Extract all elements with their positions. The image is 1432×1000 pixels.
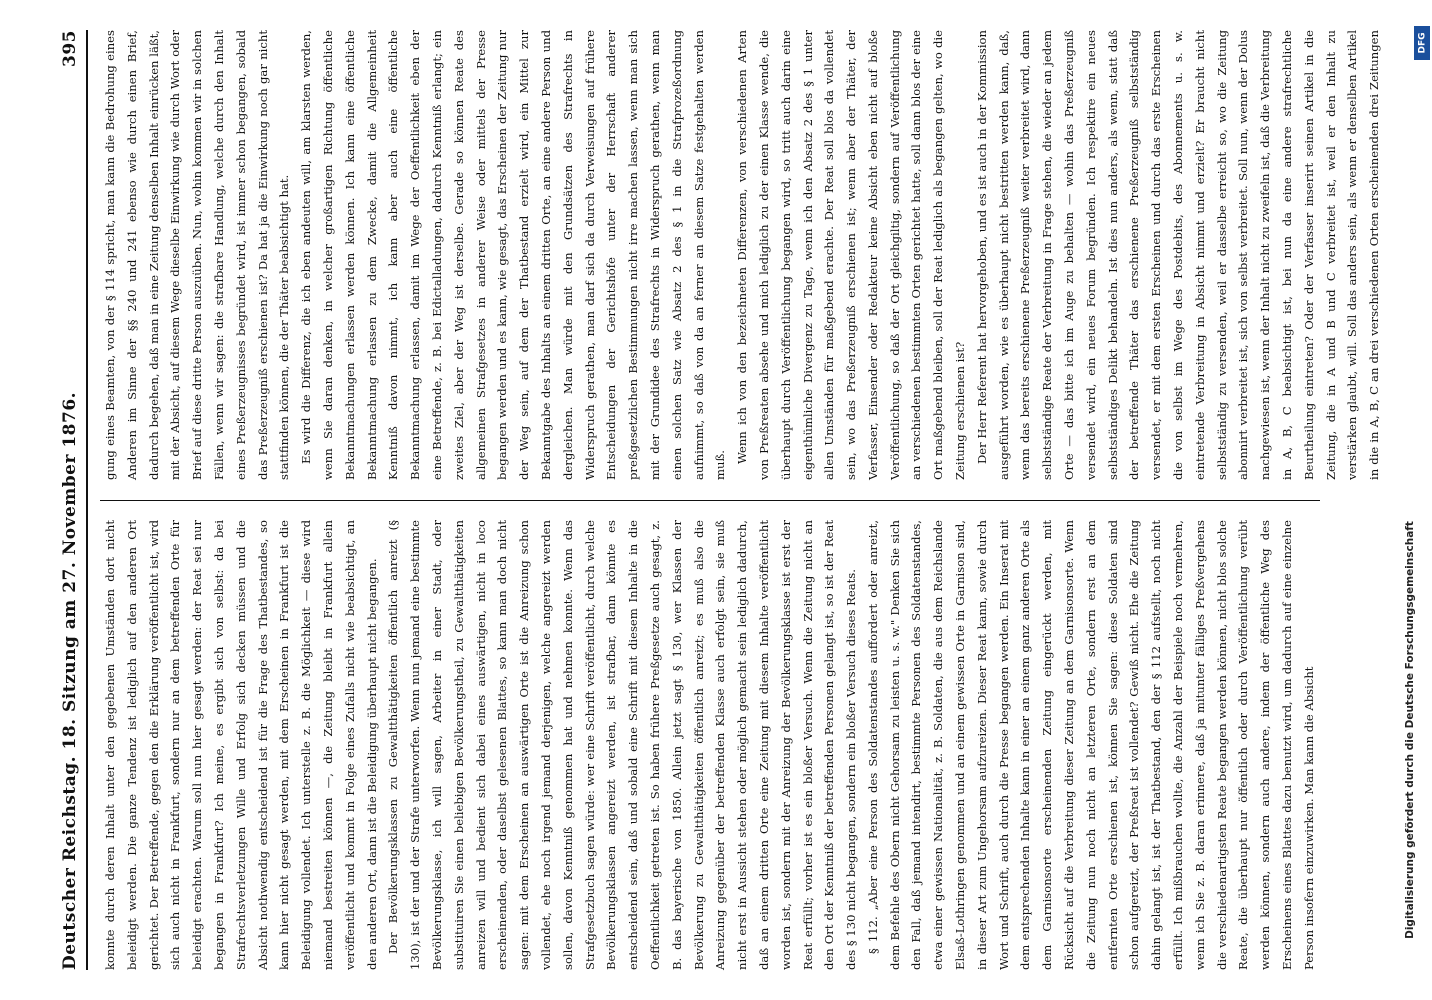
- page-number: 395: [60, 30, 80, 67]
- paragraph: § 112. „Aber eine Person des Soldatenstandes auffordert oder anreizt, dem Befehle des Obern nicht Gehorsam zu leisten u. s. w." Denken Sie sich den Fall, daß jemand intendirt, bestimmte Personen des Soldatenstandes, etwa einer gewissen Nationalität, z. B. Soldaten, die aus dem Reichslande Elsaß-Lothringen genommen und an einem gewissen Orte in Garnison sind, in dieser Art zum Ungehorsam aufzureizen. Dieser Reat kann, sowie durch Wort und Schrift, auch durch die Presse begangen werden. Ein Inserat mit dem entsprechenden Inhalte kann in einer an einem ganz anderen Orte als dem Garnisonsorte erscheinenden Zeitung eingerückt werden, mit Rücksicht auf die Verbreitung dieser Zeitung an dem Garnisonsorte. Wenn die Zeitung nun noch nicht an letzteren Orte, sondern erst an dem entfernten Orte erschienen ist, können Sie sagen: diese Soldaten sind schon aufgereizt, der Preßreat ist vollendet? Gewiß nicht. Ehe die Zeitung dahin gelangt ist, ist der Thatbestand, den der § 112 aufstellt, noch nicht erfüllt. Ich mißbrauchen wollte, die Anzahl der Beispiele noch vermehren, wenn ich Sie z. B. daran erinnere, daß ja mitunter fälliges Preßvergehens die verschiedenartigsten Reate begangen werden können, nicht blos solche Reate, die überhaupt nur öffentlich oder durch Veröffentlichung verübt werden können, sondern auch andere, indem der öffentliche Weg des Erscheinens eines Blattes dazu benutzt wird, um dadurch auf eine einzelne Person insofern einzuwirken. Man kann die Absicht: [865, 520, 1316, 970]
- left-column: [100, 520, 1320, 970]
- dfg-logo-text: DFG: [1417, 32, 1428, 54]
- paragraph: konnte durch deren Inhalt unter den gegebenen Umständen dort nicht beleidigt werden. Die ganze Tendenz ist lediglich auf den anderen Ort gerichtet. Der Betreffende, gegen den die Erklärung veröffentlicht ist, wird sich auch nicht in Frankfurt, sondern nur an dem betreffenden Orte für beleidigt erachten. Warum soll nun hier gesagt werden: der Reat sei nur begangen in Frankfurt? Ich meine, es ergibt sich von selbst: da bei Strafrechtsverletzungen Wille und Erfolg sich decken müssen und die Absicht nothwendig entscheidend ist für die Frage des Thatbestandes, so kann hier nicht gesagt werden, mit dem Erscheinen in Frankfurt ist die Beleidigung vollendet. Ich unterstelle z. B. die Möglichkeit — diese wird niemand bestreiten können —, die Zeitung bleibt in Frankfurt allein veröffentlicht und kommt in Folge eines Zufalls nicht wie beabsichtigt, an den anderen Ort, dann ist die Beleidigung überhaupt nicht begangen.: [103, 520, 379, 970]
- paragraph: gung eines Beamten, von der § 114 spricht, man kann die Bedrohung eines Anderen im Sinne der §§ 240 und 241 ebenso wie durch einen Brief, dadurch begehen, daß man in eine Zeitung denselben Inhalt einrücken läßt, mit der Absicht, auf diesem Wege dieselbe Einwirkung wie durch Wort oder Brief auf diese dritte Person auszuüben. Nun, wohin kommen wir in solchen Fällen, wenn wir sagen: die strafbare Handlung, welche durch den Inhalt eines Preßerzeugnisses begründet wird, ist immer schon begangen, sobald das Preßerzeugniß erschienen ist? Da hat ja die Einwirkung noch gar nicht stattfinden können, die der Thäter beabsichtigt hat.: [103, 30, 292, 480]
- digitization-note-text: Digitalisierung gefördert durch die Deutsche Forschungsgemeinschaft: [1404, 521, 1417, 939]
- dfg-logo: [1414, 26, 1430, 60]
- rotated-newspaper-page: [22, 0, 1382, 1000]
- header-rule: [86, 30, 88, 970]
- paragraph: Der Bevölkerungsklassen zu Gewaltthätigkeiten öffentlich anreizt (§ 130), ist der und der Strafe unterworfen. Wenn nun jemand eine bestimmte Bevölkerungsklasse, ich will sagen, Arbeiter in einer Stadt, oder substituiren Sie einen beliebigen Bevölkerungstheil, zu Gewaltthätigkeiten anreizen will und bedient sich dabei eines auswärtigen, nicht in loco erscheinenden, oder daselbst gelesenen Blattes, so kann man doch nicht sagen: mit dem Erscheinen an auswärtigen Orte ist die Anreizung schon vollendet, ehe noch irgend jemand derjenigen, welche angereizt werden sollen, davon Kenntniß genommen hat und nehmen konnte. Wenn das Strafgesetzbuch sagen würde: wer eine Schrift veröffentlicht, durch welche Bevölkerungsklassen angereizt werden, ist strafbar, dann könnte es entscheidend sein, daß und sobald eine Schrift mit diesem Inhalte in die Oeffentlichkeit getreten ist. So haben frühere Preßgesetze auch gesagt, z. B. das bayerische von 1850. Allein jetzt sagt § 130, wer Klassen der Bevölkerung zu Gewaltthätigkeiten öffentlich anreizt; es muß also die Anreizung gegenüber der betreffenden Klasse auch erfolgt sein, sie muß nicht erst in Aussicht stehen oder möglich gemacht sein lediglich dadurch, daß an einem dritten Orte eine Zeitung mit diesem Inhalte veröffentlicht worden ist, sondern mit der Anreizung der Bevölkerungsklasse ist erst der Reat erfüllt; vorher ist es ein bloßer Versuch. Wenn die Zeitung nicht an den Ort der Kenntniß der betreffenden Personen gelangt ist, so ist der Reat des § 130 nicht begangen, sondern ein bloßer Versuch dieses Reats.: [386, 520, 859, 970]
- paragraph: Wenn ich von den bezeichneten Differenzen, von verschiedenen Arten von Preßreaten absehe und mich lediglich zu der einen Klasse wende, die überhaupt durch Veröffentlichung begangen wird, so tritt auch darin eine eigenthümliche Divergenz zu Tage, wenn ich den Absatz 2 des § 1 unter allen Umständen für maßgebend erachte. Der Reat soll blos da vollendet sein, wo das Preßerzeugniß erschienen ist; wenn aber der Thäter, der Verfasser, Einsender oder Redakteur keine Absicht eben nicht auf bloße Veröffentlichung, so daß der Ort gleichgiltig, sondern auf Veröffentlichung an verschiedenen bestimmten Orten gerichtet hatte, soll dann blos der eine Ort maßgebend bleiben, soll der Reat lediglich als begangen gelten, wo die Zeitung erschienen ist?: [735, 30, 968, 480]
- running-header: [58, 30, 82, 970]
- paragraph: Der Herr Referent hat hervorgehoben, und es ist auch in der Kommission ausgeführt worden, wie es überhaupt nicht bestritten werden kann, daß, wenn das bereits erschienene Preßerzeugniß weiter verbreitet wird, dann selbstständige Reate der Verbreitung in Frage stehen, die wieder an jedem Orte — das bitte ich im Auge zu behalten — wohin das Preßerzeugniß versendet wird, ein neues Forum begründen. Ich respektire ein neues selbstständiges Delikt behandeln. Ist dies nun anders, als wenn, statt daß der betreffende Thäter das erschienene Preßerzeugniß selbstständig versendet, er mit dem ersten Erscheinen und durch das erste Erscheinen die von selbst im Wege des Postdebits, des Abonnements u. s. w. eintretende Verbreitung in Absicht nimmt und erzielt? Er braucht nicht selbstständig zu versenden, weil er dasselbe erreicht so, wo die Zeitung abonnirt verbreitet ist, sich von selbst verbreitet. Soll nun, wenn der Dolus nachgewiesen ist, wenn der Inhalt nicht zu zweifeln ist, daß die Verbreitung in A, B, C beabsichtigt ist, bei nun da eine andere strafrechtliche Beurtheilung eintreten? Oder der Verfasser inserirt seinen Artikel in die Zeitung, die in A und B und C verbreitet ist, weil er den Inhalt zu verstärken glaubt, will. Soll das anders sein, als wenn er denselben Artikel in die in A, B, C an drei verschiedenen Orten erscheinenden drei Zeitungen: [974, 30, 1382, 480]
- column-divider: [100, 500, 1320, 501]
- digitization-note: [1402, 470, 1418, 990]
- paragraph: Es wird die Differenz, die ich eben andeuten will, am klarsten werden, wenn Sie daran denken, in welcher großartigen Richtung öffentliche Bekanntmachungen erlassen werden können. Ich kann eine öffentliche Bekanntmachung erlassen zu dem Zwecke, damit die Allgemeinheit Kenntniß davon nimmt, ich kann aber auch eine öffentliche Bekanntmachung erlassen, damit im Wege der Oeffentlichkeit eben der eine Betreffende, z. B. bei Edictalladungen, dadurch Kenntniß erlangt; ein zweites Ziel, aber der Weg ist derselbe. Gerade so können Reate des allgemeinen Strafgesetzes in anderer Weise oder mittels der Presse begangen werden und es kann, wie gesagt, das Erscheinen der Zeitung nur der Weg sein, auf dem der Thatbestand erzielt wird, ein Mittel zur Bekanntgabe des Inhalts an einem dritten Orte, an eine andere Person und dergleichen. Man würde mit den Grundsätzen des Strafrechts in Widerspruch gerathen, man darf sich da durch Verweisungen auf frühere Entscheidungen der Gerichtshöfe unter der Herrschaft anderer preßgesetzlichen Bestimmungen nicht irre machen lassen, wenn man sich mit der Grundidee des Strafrechts in Widerspruch gerathen, wenn man einen solchen Satz wie Absatz 2 des § 1 in die Strafprozeßordnung aufnimmt, so daß von da an ferner an diesem Satze festgehalten werden muß.: [299, 30, 728, 480]
- right-column: [100, 30, 1382, 480]
- header-title: Deutscher Reichstag. 18. Sitzung am 27. November 1876.: [60, 391, 80, 970]
